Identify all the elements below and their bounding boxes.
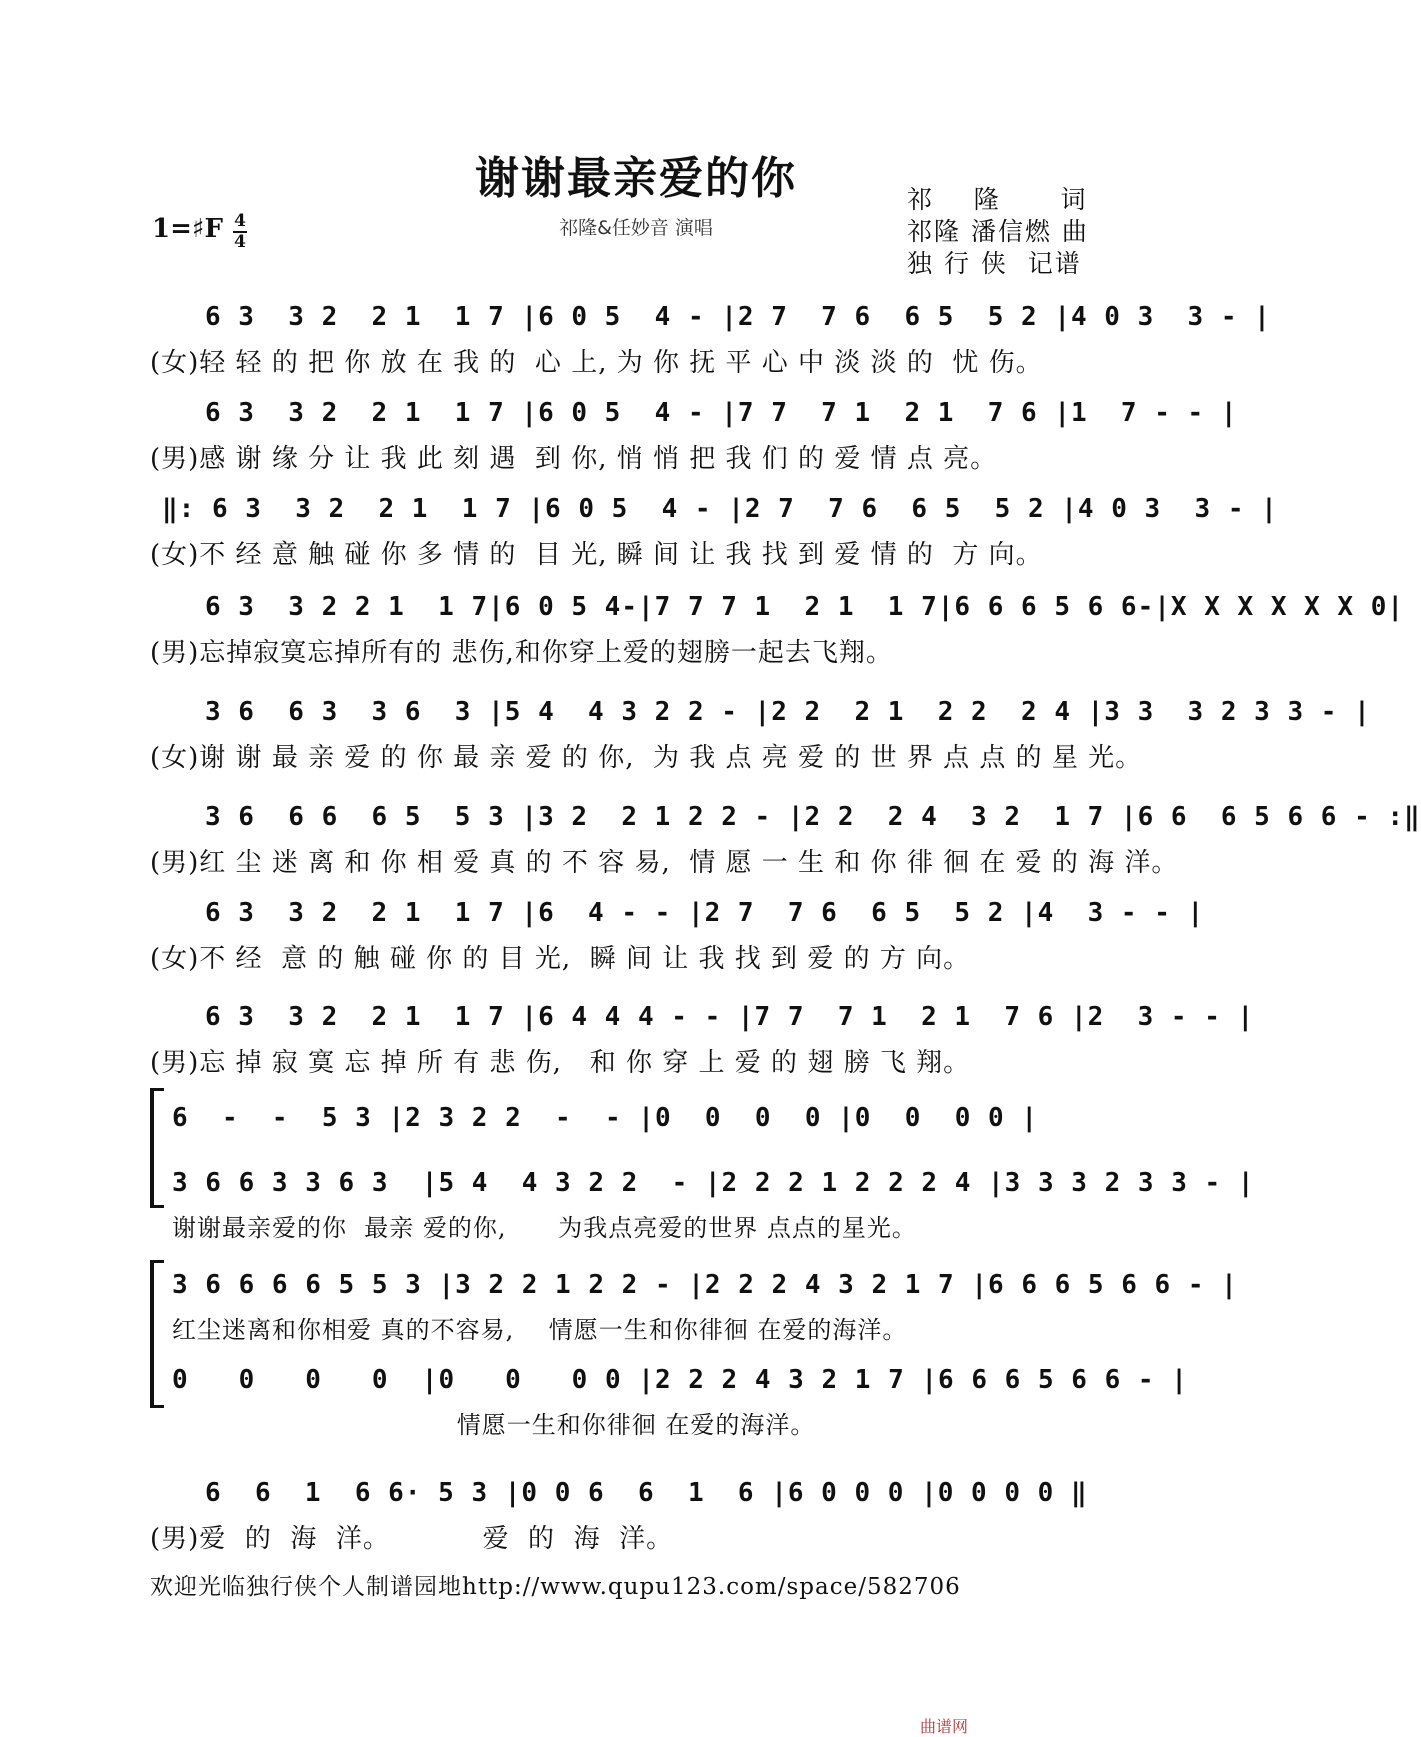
notation: 6 3 3 2 2 1 1 7 |6 4 - - |2 7 7 6 6 5 5 2 |4 3 - - | (205, 898, 1205, 928)
notation: 6 3 3 2 2 1 1 7 |6 4 4 4 - - |7 7 7 1 2 1 7 6 |2 3 - - | (205, 1002, 1255, 1032)
notation: 6 3 3 2 2 1 1 7 |6 0 5 4 - |2 7 7 6 6 5 5 2 |4 0 3 3 - | (205, 302, 1271, 332)
time-signature-bottom: 4 (234, 232, 246, 252)
notation: 3 6 6 3 3 6 3 |5 4 4 3 2 2 - |2 2 2 1 2 2 2 4 |3 3 3 2 3 3 - | (172, 1168, 1255, 1198)
notation: 6 - - 5 3 |2 3 2 2 - - |0 0 0 0 |0 0 0 0 | (172, 1103, 1038, 1133)
lyric: (女)谢 谢 最 亲 爱 的 你 最 亲 爱 的 你, 为 我 点 亮 爱 的 世 界 点 点 的 星 光。 (150, 743, 1143, 773)
lyric: 谢谢最亲爱的你 最亲 爱的你, 为我点亮爱的世界 点点的星光。 (172, 1214, 917, 1242)
transcriber-credit: 独 行 侠 记谱 (907, 249, 1082, 278)
lyric: (男)红 尘 迷 离 和 你 相 爱 真 的 不 容 易, 情 愿 一 生 和 你 徘 徊 在 爱 的 海 洋。 (150, 848, 1179, 878)
key-signature: 1=♯F (152, 214, 223, 244)
lyric: (男)忘掉寂寞忘掉所有的 悲伤,和你穿上爱的翅膀一起去飞翔。 (150, 638, 893, 668)
notation: 6 3 3 2 2 1 1 7 |6 0 5 4 - |7 7 7 1 2 1 7 6 |1 7 - - | (205, 398, 1238, 428)
lyric: (男)忘 掉 寂 寞 忘 掉 所 有 悲 伤, 和 你 穿 上 爱 的 翅 膀 飞 翔。 (150, 1048, 971, 1078)
song-title: 谢谢最亲爱的你 (475, 153, 797, 204)
duet-bracket (150, 1260, 154, 1408)
footer-website-credit: 欢迎光临独行侠个人制谱园地http://www.qupu123.com/space/582706 (150, 1574, 961, 1600)
notation: 6 3 3 2 2 1 1 7|6 0 5 4-|7 7 7 1 2 1 1 7|6 6 6 5 6 6-|X X X X X X 0| (205, 592, 1405, 622)
lyricist-credit: 祁 隆 词 (907, 185, 1088, 214)
lyric: (女)不 经 意 触 碰 你 多 情 的 目 光, 瞬 间 让 我 找 到 爱 情 的 方 向。 (150, 540, 1043, 570)
singers-credit: 祁隆&任妙音 演唱 (559, 217, 713, 239)
duet-bracket (150, 1088, 154, 1208)
time-signature (230, 213, 250, 251)
lyric: 情愿一生和你徘徊 在爱的海洋。 (172, 1411, 816, 1439)
notation: 3 6 6 6 6 5 5 3 |3 2 2 1 2 2 - |2 2 2 4 3 2 1 7 |6 6 6 5 6 6 - | (172, 1270, 1238, 1300)
lyric: (男)感 谢 缘 分 让 我 此 刻 遇 到 你, 悄 悄 把 我 们 的 爱 情 点 亮。 (150, 444, 998, 474)
notation: 6 6 1 6 6· 5 3 |0 0 6 6 1 6 |6 0 0 0 |0 0 0 0 ‖ (205, 1478, 1088, 1508)
composer-credit: 祁隆 潘信燃 曲 (907, 217, 1089, 246)
notation: 3 6 6 3 3 6 3 |5 4 4 3 2 2 - |2 2 2 1 2 2 2 4 |3 3 3 2 3 3 - | (205, 697, 1371, 727)
lyric: (女)不 经 意 的 触 碰 你 的 目 光, 瞬 间 让 我 找 到 爱 的 方 向。 (150, 944, 971, 974)
time-signature-top: 4 (234, 211, 246, 231)
watermark-logo: 曲谱网 (920, 1717, 969, 1736)
notation: 0 0 0 0 |0 0 0 0 |2 2 2 4 3 2 1 7 |6 6 6 5 6 6 - | (172, 1365, 1188, 1395)
lyric: (男)爱 的 海 洋。 爱 的 海 洋。 (150, 1524, 674, 1554)
lyric: (女)轻 轻 的 把 你 放 在 我 的 心 上, 为 你 抚 平 心 中 淡 淡 的 忧 伤。 (150, 348, 1043, 378)
lyric: 红尘迷离和你相爱 真的不容易, 情愿一生和你徘徊 在爱的海洋。 (172, 1316, 908, 1344)
notation: ‖: 6 3 3 2 2 1 1 7 |6 0 5 4 - |2 7 7 6 6 5 5 2 |4 0 3 3 - | (162, 494, 1278, 524)
notation: 3 6 6 6 6 5 5 3 |3 2 2 1 2 2 - |2 2 2 4 3 2 1 7 |6 6 6 5 6 6 - :‖ (205, 802, 1421, 832)
